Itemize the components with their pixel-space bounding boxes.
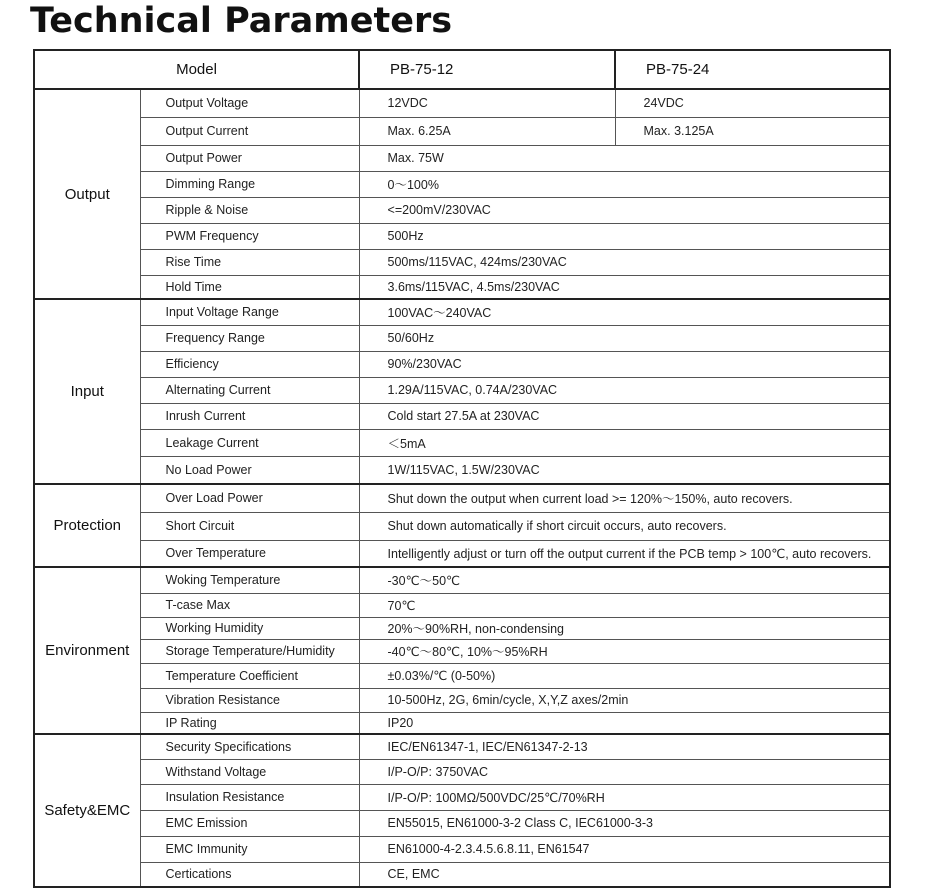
spec-row — [34, 484, 890, 512]
parameter-value: IEC/EN61347-1, IEC/EN61347-2-13 — [359, 734, 890, 759]
group-label-safety-emc: Safety&EMC — [34, 734, 140, 887]
parameter-name: Vibration Resistance — [140, 688, 359, 712]
spec-row — [34, 429, 890, 456]
parameter-value: 3.6ms/115VAC, 4.5ms/230VAC — [359, 275, 890, 299]
parameter-value: Cold start 27.5A at 230VAC — [359, 403, 890, 429]
spec-row — [34, 249, 890, 275]
parameter-name: PWM Frequency — [140, 223, 359, 249]
spec-row — [34, 734, 890, 759]
spec-row — [34, 663, 890, 688]
parameter-name: Output Current — [140, 117, 359, 145]
parameter-name: Leakage Current — [140, 429, 359, 456]
parameter-name: Frequency Range — [140, 325, 359, 351]
header-row — [34, 50, 890, 89]
spec-row — [34, 862, 890, 887]
parameter-value: 100VAC～240VAC — [359, 299, 890, 325]
parameter-name: Output Voltage — [140, 89, 359, 117]
parameter-value: Max. 75W — [359, 145, 890, 171]
parameter-value: 12VDC — [359, 89, 615, 117]
parameter-value: IP20 — [359, 712, 890, 734]
spec-row — [34, 784, 890, 810]
group-label-protection: Protection — [34, 484, 140, 567]
parameter-name: Alternating Current — [140, 377, 359, 403]
parameter-value: 90%/230VAC — [359, 351, 890, 377]
parameter-name: Certications — [140, 862, 359, 887]
parameter-value: -40℃～80℃, 10%～95%RH — [359, 639, 890, 663]
parameter-value: Max. 3.125A — [615, 117, 890, 145]
group-label-input: Input — [34, 299, 140, 484]
spec-row — [34, 275, 890, 299]
spec-table — [33, 49, 891, 888]
parameter-value: 500ms/115VAC, 424ms/230VAC — [359, 249, 890, 275]
parameter-value: -30℃～50℃ — [359, 567, 890, 593]
spec-row — [34, 456, 890, 484]
parameter-name: Ripple & Noise — [140, 197, 359, 223]
parameter-name: Output Power — [140, 145, 359, 171]
spec-row — [34, 512, 890, 540]
spec-row — [34, 567, 890, 593]
model-column-pb-75-24: PB-75-24 — [615, 50, 890, 89]
spec-row — [34, 540, 890, 567]
parameter-value: 24VDC — [615, 89, 890, 117]
parameter-name: EMC Immunity — [140, 836, 359, 862]
parameter-value: Max. 6.25A — [359, 117, 615, 145]
parameter-name: EMC Emission — [140, 810, 359, 836]
parameter-name: Dimming Range — [140, 171, 359, 197]
spec-row — [34, 325, 890, 351]
parameter-value: EN55015, EN61000-3-2 Class C, IEC61000-3-3 — [359, 810, 890, 836]
parameter-value: ＜5mA — [359, 429, 890, 456]
parameter-name: Withstand Voltage — [140, 759, 359, 784]
parameter-value: CE, EMC — [359, 862, 890, 887]
parameter-value: Shut down automatically if short circuit occurs, auto recovers. — [359, 512, 890, 540]
parameter-value: EN61000-4-2.3.4.5.6.8.11, EN61547 — [359, 836, 890, 862]
spec-row — [34, 89, 890, 117]
parameter-value: 1.29A/115VAC, 0.74A/230VAC — [359, 377, 890, 403]
model-column-pb-75-12: PB-75-12 — [359, 50, 615, 89]
spec-row — [34, 810, 890, 836]
spec-row — [34, 377, 890, 403]
spec-row — [34, 197, 890, 223]
parameter-value: 70℃ — [359, 593, 890, 617]
parameter-name: Hold Time — [140, 275, 359, 299]
parameter-name: Security Specifications — [140, 734, 359, 759]
parameter-name: Rise Time — [140, 249, 359, 275]
spec-row — [34, 223, 890, 249]
parameter-value: <=200mV/230VAC — [359, 197, 890, 223]
spec-row — [34, 299, 890, 325]
spec-row — [34, 639, 890, 663]
parameter-name: Input Voltage Range — [140, 299, 359, 325]
parameter-value: 10-500Hz, 2G, 6min/cycle, X,Y,Z axes/2min — [359, 688, 890, 712]
spec-row — [34, 688, 890, 712]
page-title: Technical Parameters — [30, 1, 453, 41]
parameter-name: Working Humidity — [140, 617, 359, 639]
parameter-value: I/P-O/P: 100MΩ/500VDC/25℃/70%RH — [359, 784, 890, 810]
group-label-environment: Environment — [34, 567, 140, 734]
parameter-value: I/P-O/P: 3750VAC — [359, 759, 890, 784]
spec-row — [34, 759, 890, 784]
parameter-name: No Load Power — [140, 456, 359, 484]
parameter-value: ±0.03%/℃ (0-50%) — [359, 663, 890, 688]
spec-row — [34, 351, 890, 377]
parameter-name: Insulation Resistance — [140, 784, 359, 810]
spec-row — [34, 145, 890, 171]
parameter-name: Short Circuit — [140, 512, 359, 540]
parameter-name: Over Load Power — [140, 484, 359, 512]
parameter-value: 50/60Hz — [359, 325, 890, 351]
spec-row — [34, 617, 890, 639]
parameter-value: 1W/115VAC, 1.5W/230VAC — [359, 456, 890, 484]
parameter-value: 0～100% — [359, 171, 890, 197]
parameter-name: IP Rating — [140, 712, 359, 734]
parameter-name: Efficiency — [140, 351, 359, 377]
spec-row — [34, 117, 890, 145]
spec-row — [34, 593, 890, 617]
parameter-name: T-case Max — [140, 593, 359, 617]
parameter-name: Storage Temperature/Humidity — [140, 639, 359, 663]
parameter-value: 20%～90%RH, non-condensing — [359, 617, 890, 639]
parameter-name: Over Temperature — [140, 540, 359, 567]
model-header: Model — [34, 50, 359, 89]
parameter-value: Shut down the output when current load >= 120%～150%, auto recovers. — [359, 484, 890, 512]
spec-row — [34, 836, 890, 862]
parameter-value: 500Hz — [359, 223, 890, 249]
parameter-name: Inrush Current — [140, 403, 359, 429]
parameter-name: Temperature Coefficient — [140, 663, 359, 688]
group-label-output: Output — [34, 89, 140, 299]
spec-row — [34, 712, 890, 734]
parameter-value: Intelligently adjust or turn off the output current if the PCB temp > 100℃, auto recovers. — [359, 540, 890, 567]
parameter-name: Woking Temperature — [140, 567, 359, 593]
spec-row — [34, 171, 890, 197]
spec-row — [34, 403, 890, 429]
